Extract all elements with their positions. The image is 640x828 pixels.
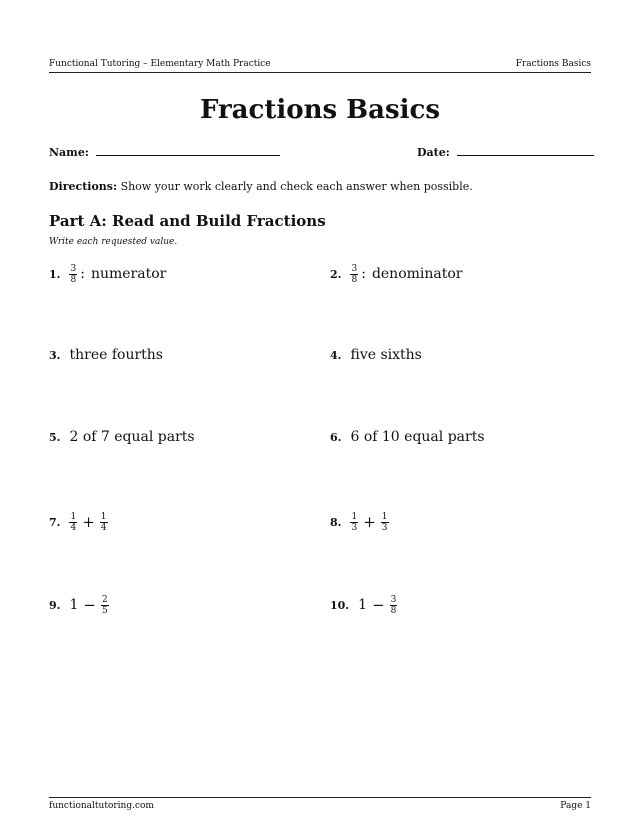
section-title: Part A: Read and Build Fractions bbox=[49, 212, 326, 230]
section-note: Write each requested value. bbox=[49, 237, 178, 247]
fraction-numerator: 2 bbox=[101, 594, 108, 605]
whole-number: 1 bbox=[69, 597, 79, 613]
minus-operator: − bbox=[83, 596, 96, 614]
page-title: Fractions Basics bbox=[199, 95, 440, 125]
name-blank-line bbox=[96, 145, 280, 156]
plus-operator: + bbox=[82, 513, 95, 531]
date-blank-line bbox=[457, 145, 594, 156]
date-field bbox=[417, 145, 594, 161]
fraction bbox=[100, 512, 108, 533]
directions-text: Show your work clearly and check each answer when possible. bbox=[120, 180, 473, 193]
fraction-numerator: 1 bbox=[100, 511, 107, 522]
fraction-denominator: 8 bbox=[351, 274, 358, 285]
problem-2 bbox=[330, 262, 463, 286]
problem-text: numerator bbox=[90, 266, 167, 282]
problem-7 bbox=[49, 510, 108, 534]
problem-number: 5. bbox=[49, 430, 61, 444]
page-footer bbox=[49, 797, 591, 811]
problem-text: three fourths bbox=[69, 347, 163, 363]
fraction-denominator: 3 bbox=[351, 522, 358, 533]
fraction bbox=[381, 512, 389, 533]
minus-operator: − bbox=[372, 596, 385, 614]
colon: : bbox=[80, 266, 85, 282]
problem-3 bbox=[49, 343, 163, 367]
page-header bbox=[49, 58, 591, 73]
name-field bbox=[49, 145, 280, 161]
fraction-numerator: 1 bbox=[70, 511, 77, 522]
directions-label: Directions: bbox=[49, 180, 118, 193]
directions bbox=[49, 179, 473, 195]
problem-number: 10. bbox=[330, 598, 350, 612]
whole-number: 1 bbox=[358, 597, 368, 613]
name-label: Name: bbox=[49, 146, 89, 159]
fraction bbox=[69, 512, 77, 533]
problem-number: 9. bbox=[49, 598, 61, 612]
problem-8 bbox=[330, 510, 389, 534]
fraction-denominator: 8 bbox=[70, 274, 77, 285]
problem-number: 4. bbox=[330, 348, 342, 362]
problem-number: 2. bbox=[330, 267, 342, 281]
problem-text: 2 of 7 equal parts bbox=[69, 429, 195, 445]
problem-4 bbox=[330, 343, 422, 367]
plus-operator: + bbox=[363, 513, 376, 531]
problem-number: 3. bbox=[49, 348, 61, 362]
problem-text: five sixths bbox=[350, 347, 422, 363]
fraction-denominator: 3 bbox=[381, 522, 388, 533]
problem-9 bbox=[49, 593, 109, 617]
fraction-denominator: 4 bbox=[100, 522, 107, 533]
fraction bbox=[350, 264, 358, 285]
problem-5 bbox=[49, 425, 195, 449]
footer-website: functionaltutoring.com bbox=[49, 801, 154, 811]
problem-text: denominator bbox=[371, 266, 463, 282]
problem-number: 6. bbox=[330, 430, 342, 444]
fraction bbox=[390, 595, 398, 616]
fraction-numerator: 1 bbox=[381, 511, 388, 522]
footer-page-number: Page 1 bbox=[560, 801, 591, 811]
problem-10 bbox=[330, 593, 397, 617]
problem-number: 8. bbox=[330, 515, 342, 529]
date-label: Date: bbox=[417, 146, 450, 159]
fraction-numerator: 3 bbox=[351, 263, 358, 274]
header-right-text: Fractions Basics bbox=[515, 59, 591, 69]
fraction bbox=[101, 595, 109, 616]
fraction-numerator: 3 bbox=[70, 263, 77, 274]
fraction-denominator: 8 bbox=[390, 605, 397, 616]
problem-text: 6 of 10 equal parts bbox=[350, 429, 485, 445]
fraction bbox=[350, 512, 358, 533]
fraction-denominator: 5 bbox=[101, 605, 108, 616]
problem-1 bbox=[49, 262, 166, 286]
header-left-text: Functional Tutoring – Elementary Math Practice bbox=[49, 59, 271, 69]
fraction-denominator: 4 bbox=[70, 522, 77, 533]
problem-6 bbox=[330, 425, 485, 449]
fraction-numerator: 1 bbox=[351, 511, 358, 522]
fraction-numerator: 3 bbox=[390, 594, 397, 605]
problem-number: 7. bbox=[49, 515, 61, 529]
problem-number: 1. bbox=[49, 267, 61, 281]
fraction bbox=[69, 264, 77, 285]
colon: : bbox=[361, 266, 366, 282]
